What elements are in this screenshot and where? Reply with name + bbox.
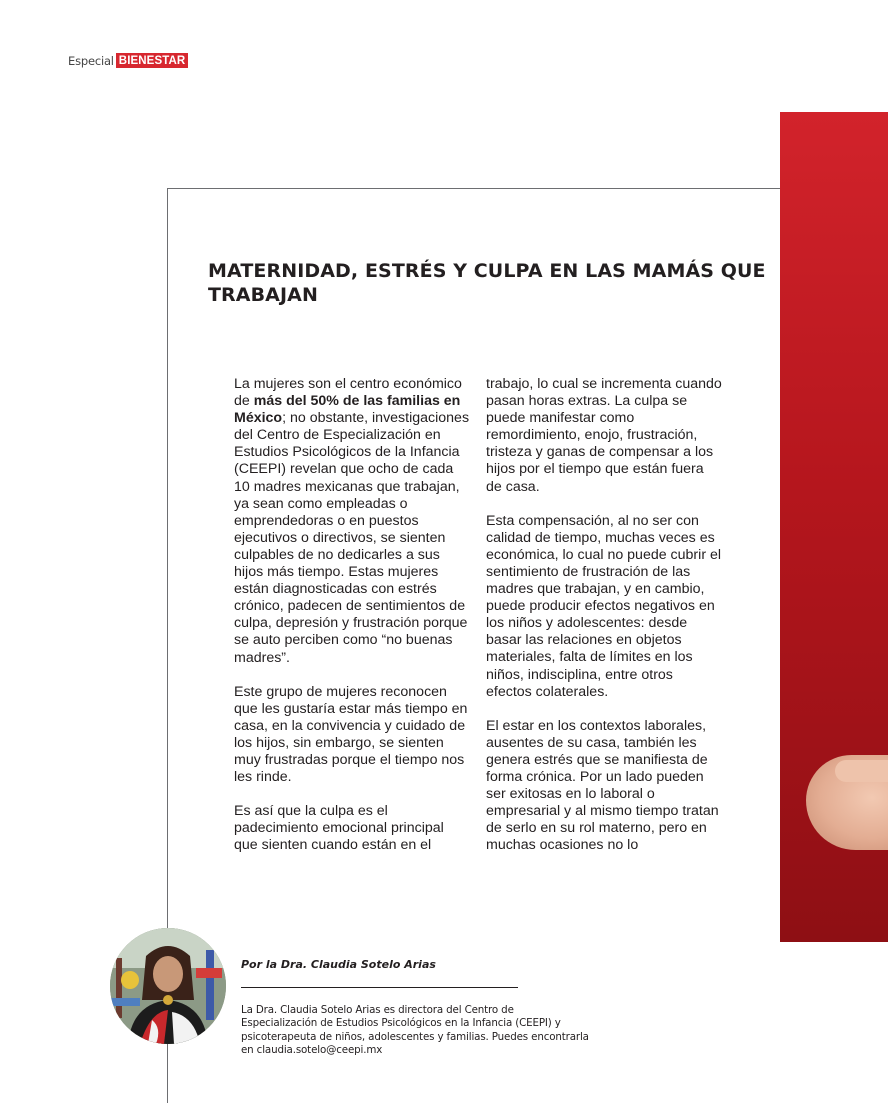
frame-top-rule <box>167 188 780 189</box>
article-column-left <box>234 376 470 871</box>
author-bio: La Dra. Claudia Sotelo Arias es directora del Centro de Especialización de Estudios Psicológicos en la Infancia (CEEPI) y psicoterapeuta de niños, adolescentes y familias. Puedes encontrarla en claudia.sotelo@ceepi.mx <box>241 1004 589 1057</box>
article-paragraph-6: El estar en los contextos laborales, ausentes de su casa, también les genera estrés que se manifiesta de forma crónica. Por un lado pueden ser exitosas en lo laboral o empresarial y al mismo tiempo tratan de serlo en su rol materno, pero en muchas ocasiones no lo <box>486 717 719 854</box>
section-badge: BIENESTAR <box>116 53 189 68</box>
highlight-text: más del 50% de las familias en México <box>234 393 461 427</box>
article-paragraph-2: Este grupo de mujeres reconocen que les gustaría estar más tiempo en casa, en la convivencia y cuidado de los hijos, sin embargo, se sienten muy frustradas porque el tiempo nos les rinde. <box>234 683 468 786</box>
article-column-right <box>486 376 722 871</box>
author-divider <box>241 987 518 988</box>
article-paragraph-5: Esta compensación, al no ser con calidad de tiempo, muchas veces es económica, lo cual no puede cubrir el sentimiento de frustración de las madres que trabajan, y en cambio, puede producir efectos negativos en los niños y adolescentes: desde basar las relaciones en objetos materiales, falta de límites en los niños, indisciplina, entre otros efectos colaterales. <box>486 512 722 700</box>
article-paragraph-3: Es así que la culpa es el padecimiento emocional principal que sienten cuando están en el <box>234 803 444 854</box>
author-byline: Por la Dra. Claudia Sotelo Arias <box>241 958 436 971</box>
section-header <box>68 53 188 68</box>
article-title: MATERNIDAD, ESTRÉS Y CULPA EN LAS MAMÁS QUE TRABAJAN <box>208 260 766 306</box>
author-avatar <box>110 928 226 1044</box>
section-label: Especial <box>68 53 114 68</box>
article-paragraph-4: trabajo, lo cual se incrementa cuando pasan horas extras. La culpa se puede manifestar como remordimiento, enojo, frustración, tristeza y ganas de compensar a los hijos por el tiempo que están fuera de casa. <box>486 376 722 495</box>
hand-finger-detail <box>835 760 888 782</box>
article-paragraph-1: La mujeres son el centro económico de más del 50% de las familias en México; no obstante, investigaciones del Centro de Especialización en Estudios Psicológicos de la Infancia (CEEPI) revelan que ocho de cada 10 madres mexicanas que trabajan, ya sean como empleadas o emprendedoras o en puestos ejecutivos o directivos, se sienten culpables de no dedicarles a sus hijos más tiempo. Estas mujeres están diagnosticadas con estrés crónico, padecen de sentimientos de culpa, depresión y frustración porque se auto perciben como “no buenas madres”. <box>234 376 470 666</box>
author-photo <box>110 928 226 1044</box>
